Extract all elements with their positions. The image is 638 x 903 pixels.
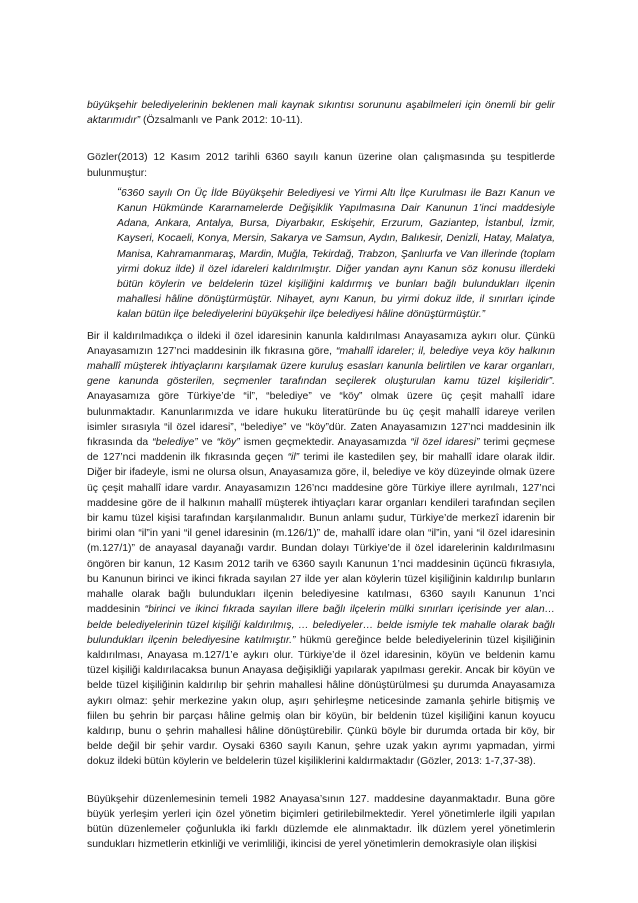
text-run: terimi geçmese de 127’nci maddenin ilk fıkrasında geçen: [87, 437, 555, 464]
quote-lead-paragraph: Gözler(2013) 12 Kasım 2012 tarihli 6360 sayılı kanun üzerine olan çalışmasında şu tespitlerde bulunmuştur:: [87, 152, 555, 179]
document-page: [87, 98, 555, 852]
term-il-ozel-idaresi: “il özel idaresi”: [410, 437, 480, 449]
text-run: ismen geçmektedir. Anayasamızda: [239, 437, 411, 449]
block-quote: [117, 185, 555, 323]
constitution-quote: “mahallî idareler; il, belediye veya köy halkının mahallî müşterek ihtiyaçlarını karşılamak üzere kuruluş esasları kanunla belirtilen ve karar organları, gene kanunda gösterilen, seçmenler tarafından seçilerek oluşturulan kamu tüzel kişileridir”.: [87, 345, 555, 388]
intro-paragraph: [87, 98, 555, 128]
quote-open-mark: “: [117, 184, 121, 199]
text-run: terimi ile kastedilen şey, bir mahallî idare olarak ildir. Diğer bir ifadeyle, ismi ne olursa olsun, Anayasamıza göre, il, belediye ve köy düzeyinde olmak üzere üç çeşit mahallî idare vardır. Anayasamızın 126’ncı maddesine göre Türkiye illere ayrılmalı, 127’nci maddesine göre de il halkının mahallî müşterek ihtiyaçları karar organları kendileri tarafından seçilen bir kamu tüzel kişisi tarafından karşılanmalıdır. Bunun anlamı şudur, Türkiye’de merkezî idarenin bir birimi olan “il”in yani “il genel idaresinin (m.126/1)” de, mahallî idare olan “il”in, yani “il özel idaresinin (m.127/1)” de anayasal dayanağı vardır. Bundan dolayı Türkiye’de il özel idarelerinin kaldırılmasını öngören bir kanun, 12 Kasım 2012 tarih ve 6360 sayılı Kanunun 1’nci maddesinin üçüncü fıkrasıyla, bu Kanunun birinci ve ikinci fıkrada sayılan 27 ilde yer alan köylerin tüzel kişiliğinin kaldırılıp bunların mahalle olarak bağlı bulundukları ilçenin belediyesine katılması, 6360 sayılı Kanunun 1’nci maddesinin: [87, 452, 555, 616]
law-quote: “birinci ve ikinci fıkrada sayılan illere bağlı ilçelerin mülki sınırları içerisinde yer alan… belde belediyelerinin tüzel kişiliği kaldırılmış, … belediyeler… belde ismiyle tek mahalle olarak bağlı bulundukları ilçenin belediyesine katılmıştır.”: [87, 604, 556, 646]
term-il: “il”: [287, 452, 300, 464]
text-run: ve: [197, 437, 217, 449]
block-quote-text: 6360 sayılı On Üç İlde Büyükşehir Belediyesi ve Yirmi Altı İlçe Kurulması ile Bazı Kanun ve Kanun Hükmünde Kararnamelerde Değişiklik Yapılmasına Dair Kanunun 1’inci maddesiyle Adana, Ankara, Antalya, Bursa, Diyarbakır, Eskişehir, Erzurum, Gaziantep, İstanbul, İzmir, Kayseri, Kocaeli, Konya, Mersin, Sakarya ve Samsun, Aydın, Balıkesir, Denizli, Hatay, Malatya, Manisa, Kahramanmaraş, Mardin, Muğla, Tekirdağ, Trabzon, Şanlıurfa ve Van illerinde (toplam yirmi dokuz ilde) il özel idareleri kaldırılmıştır. Diğer yandan aynı Kanun söz konusu illerdeki bütün köylerin ve beldelerin tüzel kişiliğini kaldırmış ve bunları bağlı bulundukları ilçenin mahallesi hâline dönüştürmüştür. Nihayet, aynı Kanun, bu yirmi dokuz ilde, il sınırları içinde kalan bütün ilçe belediyelerini büyükşehir ilçe belediyesi hâline dönüştürmüştür.”: [117, 187, 555, 321]
final-paragraph: Büyükşehir düzenlemesinin temeli 1982 Anayasa’sının 127. maddesine dayanmaktadır. Buna göre büyük yerleşim yerleri için özel yönetim biçimleri getirilebilmektedir. Yerel yönetimlerle ilgili yapılan bütün düzenlemeler çoğunlukla iki farklı düzlemde ele alınmaktadır. İlk düzlem yerel yönetimlerin sundukları hizmetlerin etkinliği ve verimliliği, ikincisi de yerel yönetimlerin demokrasiyle olan ilişkisi: [87, 793, 555, 851]
term-koy: “köy”: [216, 437, 240, 449]
intro-citation: (Özsalmanlı ve Pank 2012: 10-11).: [140, 115, 303, 127]
analysis-paragraph: [87, 329, 555, 770]
text-run: hükmü gereğince belde belediyelerinin tüzel kişiliğinin kaldırılması, Anayasa m.127/1’e aykırı olur. Türkiye’de il özel idaresinin, köyün ve beldenin kamu tüzel kişiliği kaldırılacaksa bunun Anayasa değişikliği yapılarak yapılması gerekir. Ancak bir köyün ve belde tüzel kişiliğinin kaldırılıp bir şehrin mahallesi hâline dönüştürülmesi şu durumda Anayasamıza aykırı olmaz: şehir merkezine yakın olup, aşırı şehirleşme neticesinde zamanla şehirle bitişmiş ve fiilen bu şehrin bir parçası hâline gelmiş olan bir köyün, bir beldenin tüzel kişiliğini kanun koyucu kaldırıp, bunu o şehrin mahallesi hâline dönüştürebilir. Çünkü böyle bir durumda ortada bir köy, bir belde değil bir şehir vardır. Oysaki 6360 sayılı Kanun, şehre uzak yakın ayrımı yapmadan, yirmi dokuz ildeki bütün köylerin ve beldelerin tüzel kişiliklerini kaldırmaktadır (Gözler, 2013: 1-7,37-38).: [87, 634, 555, 768]
text-run: Bir il kaldırılmadıkça o ildeki il özel idaresinin kanunla kaldırılması Anayasamıza aykırı olur. Çünkü Anayasamızın 127’nci maddesinin ilk fıkrasına göre,: [87, 330, 555, 357]
term-belediye: “belediye”: [152, 437, 198, 449]
text-run: Anayasamıza göre Türkiye’de “il”, “belediye” ve “köy” olmak üzere üç çeşit mahallî idare bulunmaktadır. Kanunlarımızda ve idare hukuku literatüründe bu üç çeşit mahallî idareye verilen isimler sırasıyla “il özel idaresi”, “belediye” ve “köy”dür. Zaten Anayasamızın 127’nci maddesinin ilk fıkrasında da: [87, 391, 555, 449]
intro-quote-tail: büyükşehir belediyelerinin beklenen mali kaynak sıkıntısı sorununu aşabilmeleri için önemli bir gelir aktarımıdır”: [87, 100, 555, 127]
